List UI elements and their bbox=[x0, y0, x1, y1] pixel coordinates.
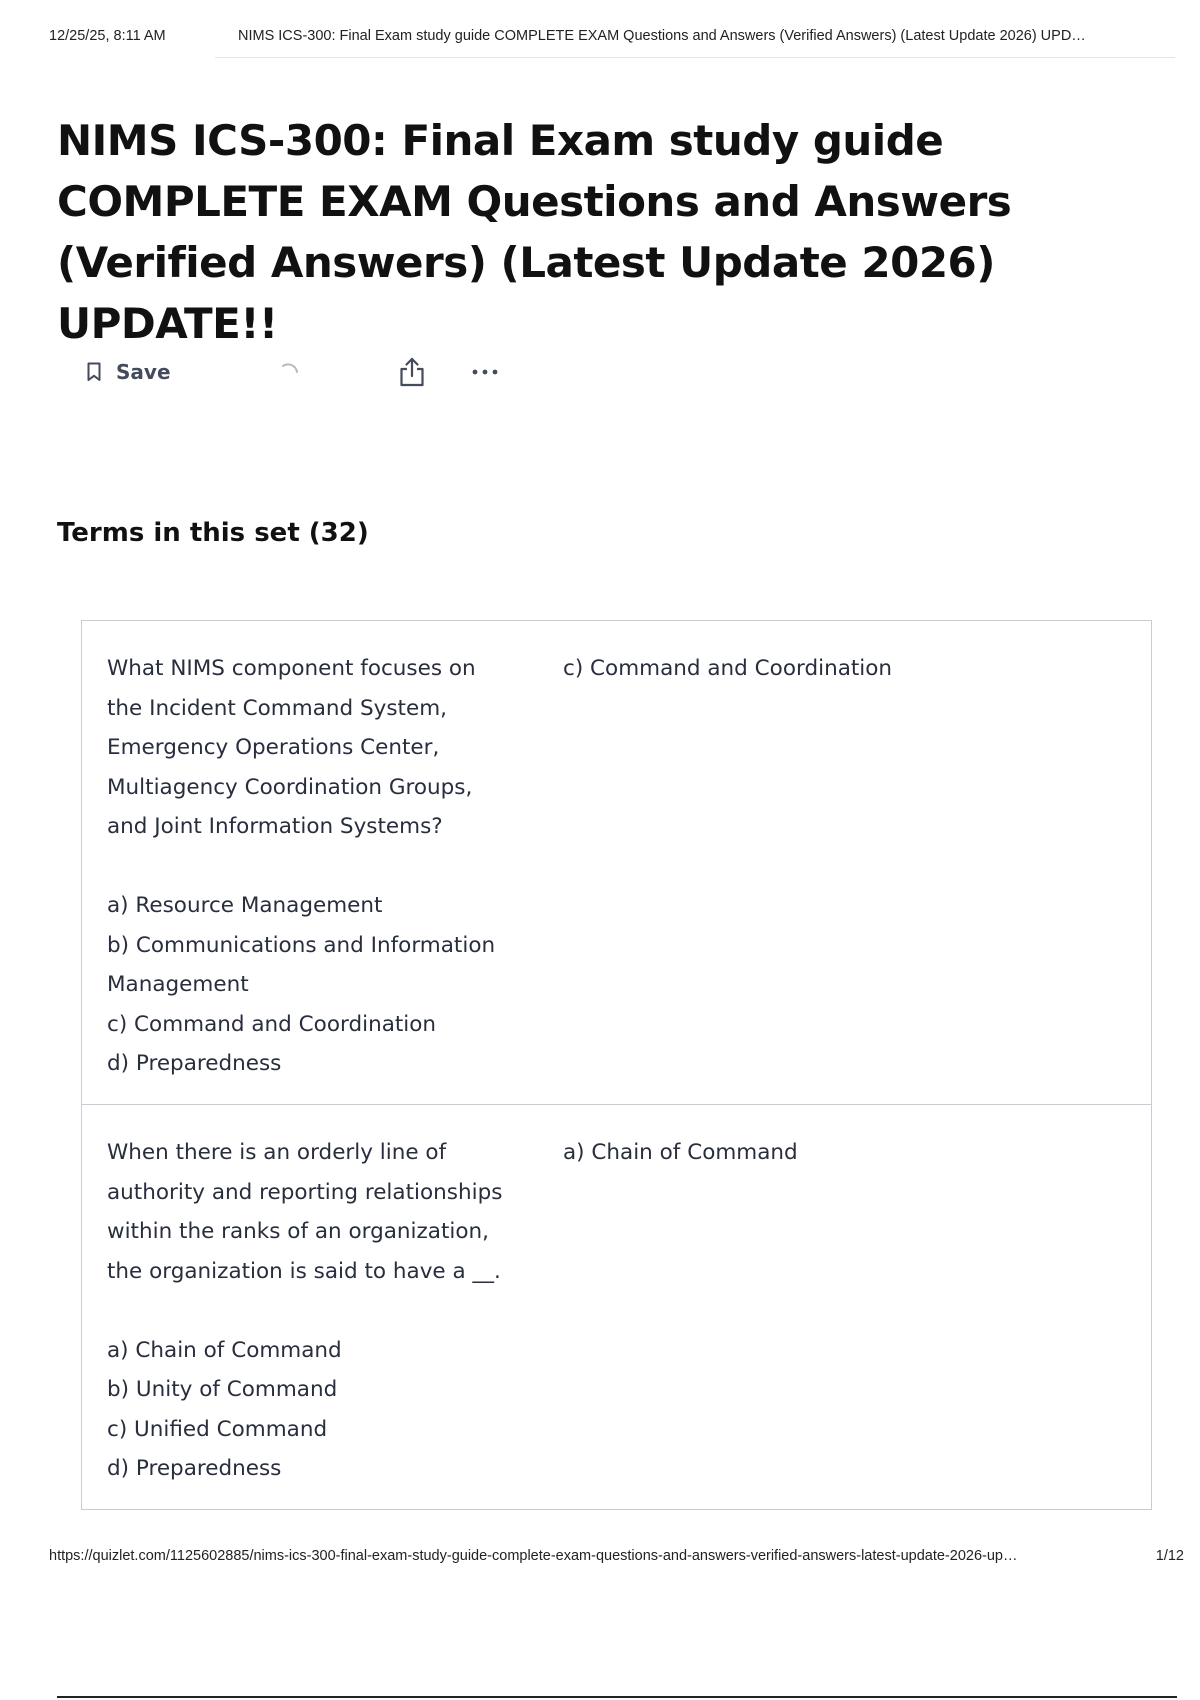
bookmark-icon bbox=[86, 362, 102, 382]
header-divider bbox=[215, 57, 1175, 58]
term-answer: c) Command and Coordination bbox=[563, 656, 893, 681]
loading-spinner-icon bbox=[278, 360, 302, 389]
set-title: NIMS ICS-300: Final Exam study guide COMPLETE EXAM Questions and Answers (Verified Answers) (Latest Update 2026) UPDATE!! bbox=[57, 116, 1012, 348]
term-answer: a) Chain of Command bbox=[563, 1140, 798, 1165]
term-question: What NIMS component focuses on the Incident Command System, Emergency Operations Center, Multiagency Coordination Groups, and Joint Information Systems? a) Resource Management b) Communications and Information Management c) Command and Coordination d) Preparedness bbox=[107, 656, 496, 1076]
term-question: When there is an orderly line of authority and reporting relationships within the ranks of an organization, the organization is said to have a __. a) Chain of Command b) Unity of Command c) Unified Command d) Preparedness bbox=[107, 1140, 503, 1481]
print-datetime: 12/25/25, 8:11 AM bbox=[49, 28, 166, 44]
print-page-title: NIMS ICS-300: Final Exam study guide COMPLETE EXAM Questions and Answers (Verified Answers) (Latest Update 2026) UPD… bbox=[238, 28, 1086, 44]
more-options-icon[interactable] bbox=[470, 360, 500, 389]
print-page-number: 1/12 bbox=[1155, 1548, 1184, 1564]
save-button[interactable] bbox=[86, 352, 171, 392]
share-icon[interactable] bbox=[398, 356, 426, 393]
print-url: https://quizlet.com/1125602885/nims-ics-300-final-exam-study-guide-complete-exam-questions-and-answers-verified-answers-latest-update-2026-up… bbox=[49, 1548, 1018, 1564]
terms-heading: Terms in this set (32) bbox=[57, 518, 369, 548]
save-label: Save bbox=[116, 360, 171, 384]
action-bar bbox=[86, 352, 526, 392]
print-header bbox=[49, 28, 1179, 52]
term-card bbox=[82, 1105, 1151, 1509]
terms-list bbox=[81, 620, 1152, 1510]
term-card bbox=[82, 621, 1151, 1105]
bottom-divider bbox=[57, 1696, 1177, 1698]
